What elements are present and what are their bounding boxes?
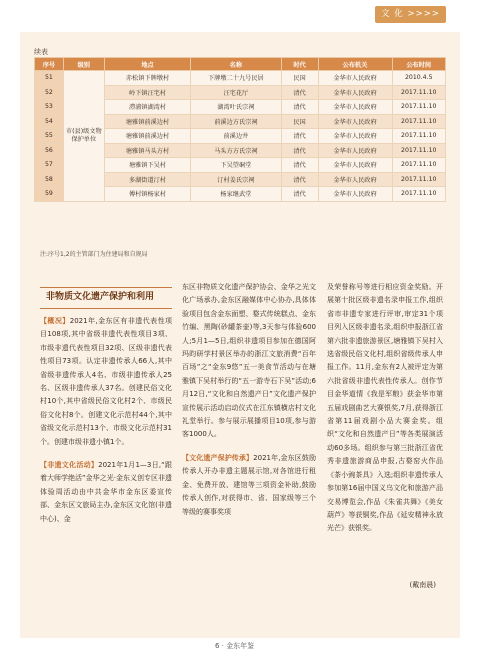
table-cell: 塘雅镇下吴村 [104,158,190,173]
section-tag: 文 化 >>>> [375,6,446,23]
overview-text: 2021年,金东区有非遗代表性项目108项,其中省级非遗代表性项目3项、市级非遗代表性项目32项、区级非遗代表性项目73项。认定非遗传承人66人,其中省级非遗传承人4名、市级非遗传承人25名、区级非遗传承人37名。创建民俗文化村10个,其中省级民俗文化村2个、市级民俗文化村8个。创建文化示范村44个,其中省级文化示范村13个、市级文化示范村31个。创建市级非遗小镇1个。 [40,317,173,446]
activity-text: 2021年1月1—3日,“跟着大师学绝活”金华之光·金东义创专区非遗体验周活动由中共金华市金东区委宣传部、金东区文旅局主办,金东区文化馆(非遗中心)、金 [40,461,173,523]
table-header-cell: 名称 [191,58,281,71]
table-cell: 59 [35,187,64,202]
protection-text: 2021年,金东区鼓励传承人开办非遗主题展示馆,对各馆进行租金、免费开放、建馆等三项资金补助,鼓励传承人创作,对获得市、省、国家级等三个等级的赛事奖项 [182,453,316,516]
table-header-cell: 公布时间 [392,58,445,71]
table-header-cell: 地点 [104,58,190,71]
article-column-2 [182,281,316,519]
table-cell: 下吴望硐堂 [191,158,281,173]
table-cell: 金华市人民政府 [318,100,392,115]
grade-cell: 市(县)级文物保护单位 [63,71,104,202]
table-cell: 2017.11.10 [392,172,445,187]
table-header-cell: 级别 [63,58,104,71]
article-column-1 [40,287,172,526]
table-cell: 56 [35,143,64,158]
table-cell: 金华市人民政府 [318,172,392,187]
table-cell: 2017.11.10 [392,114,445,129]
table-cell: 岭下镇汪宅村 [104,85,190,100]
table-cell: 傅村镇杨家村 [104,187,190,202]
table-cell: 2017.11.10 [392,187,445,202]
protection-tag: 【文化遗产保护传承】 [182,453,254,462]
table-header-cell: 序号 [35,58,64,71]
protection-text-cont: 及荣誉称号等进行相应资金奖励。开展第十批区级非遗名录申报工作,组织省市非遗专家进行评审,审定31个项目列入区级非遗名录,组织申报浙江省第六批非遗旅游景区,塘雅镇下吴村入选省级民俗文化村,组织省级传承人申报工作。11月,金东有2人被评定为第六批省级非遗代表性传承人。创作节目金华道情《我是军粮》获金华市第五届戏剧曲艺大赛银奖,7月,获得浙江省第11届戏剧小品大赛金奖。组织“文化和自然遗产日”等各类展演活动60多场。组织参与第三批浙江省优秀非遗旅游商品申报,古婺窑火作品《茶小豌茶具》入选;组织非遗传承人参加第16届中国义乌文化和旅游产品交易博览会,作品《朱雀共舞》《美女葫芦》等获铜奖,作品《延安精神永放光芒》获银奖。 [327,283,443,533]
table-cell: 金华市人民政府 [318,85,392,100]
table-cell: 55 [35,129,64,144]
table-cell: 清代 [281,187,318,202]
author-signature: (戴南晨) [409,581,436,589]
table-cell: 前溪边方氏宗祠 [191,114,281,129]
table-cell: 金华市人民政府 [318,187,392,202]
table-cell: 前溪边井 [191,129,281,144]
table-cell: 金华市人民政府 [318,129,392,144]
article-column-3 [327,281,443,536]
table-cell: 51 [35,71,64,86]
activity-text-cont: 东区非物质文化遗产保护协会、金华之光文化广场承办,金东区融媒体中心协办,具体体验项目包含金东面塑、婺式传统糕点、金东竹编、黑陶(砂罐茶壶)等,3天参与体验600人;5月1—5日,组织非遗项目参加在德国阿玛昀研学村景区举办的浙江文旅消费“百年百场”之“金东9悠”五一美食节活动与在塘雅镇下吴村举行的“五一游寺石下吴”活动;6月12日,“文化和自然遗产日”文化遗产保护宣传展示活动启动仪式在江东镇横店村文化礼堂举行。参与展示展播项目10项,参与游客1000人。 [182,283,316,439]
table-cell: 金华市人民政府 [318,114,392,129]
table-cell: 湖湾叶氏宗祠 [191,100,281,115]
table-cell: 2017.11.10 [392,85,445,100]
table-cell: 多湖街道汀村 [104,172,190,187]
overview-tag: 【概况】 [40,317,70,325]
table-cell: 2017.11.10 [392,129,445,144]
table-cell: 58 [35,172,64,187]
table-cell: 塘雅镇马头方村 [104,143,190,158]
table-cell: 金华市人民政府 [318,158,392,173]
table-cell: 金华市人民政府 [318,143,392,158]
table-cell: 清代 [281,143,318,158]
heritage-table [34,57,446,202]
table-cell: 清代 [281,172,318,187]
table-cell: 赤松镇下牌墩村 [104,71,190,86]
table-cell: 金华市人民政府 [318,71,392,86]
table-cell: 57 [35,158,64,173]
table-cell: 2017.11.10 [392,100,445,115]
table-cell: 53 [35,100,64,115]
section-title: 非物质文化遗产保护和利用 [40,287,172,309]
table-cell: 汪宅花厅 [191,85,281,100]
table-footnote: 注:序号1,2的主管部门为住建局和自规局 [40,251,148,258]
table-cell: 清代 [281,85,318,100]
table-cell: 清代 [281,100,318,115]
table-cell: 杨家继武堂 [191,187,281,202]
table-cell: 2017.11.10 [392,158,445,173]
page-footer: 6 · 金东年鉴 [215,642,255,650]
table-header-cell: 时代 [281,58,318,71]
table-cell: 下牌墩二十九号民居 [191,71,281,86]
top-band [0,0,480,32]
table-cell: 塘雅镇前溪边村 [104,114,190,129]
table-cell: 澧浦镇湖湾村 [104,100,190,115]
table-cell: 清代 [281,158,318,173]
table-cell: 汀村姜氏宗祠 [191,172,281,187]
table-cell: 54 [35,114,64,129]
table-cell: 2017.11.10 [392,143,445,158]
table-cell: 塘雅镇前溪边村 [104,129,190,144]
table-cell: 民国 [281,114,318,129]
table-cell: 2010.4.5 [392,71,445,86]
table-cell: 清代 [281,129,318,144]
table-row [35,71,446,86]
table-header-cell: 公布机关 [318,58,392,71]
table-cell: 52 [35,85,64,100]
table-continued-note: 续表 [34,48,48,56]
table-cell: 马头方方氏宗祠 [191,143,281,158]
activity-tag: 【非遗文化活动】 [40,461,99,470]
table-cell: 民国 [281,71,318,86]
